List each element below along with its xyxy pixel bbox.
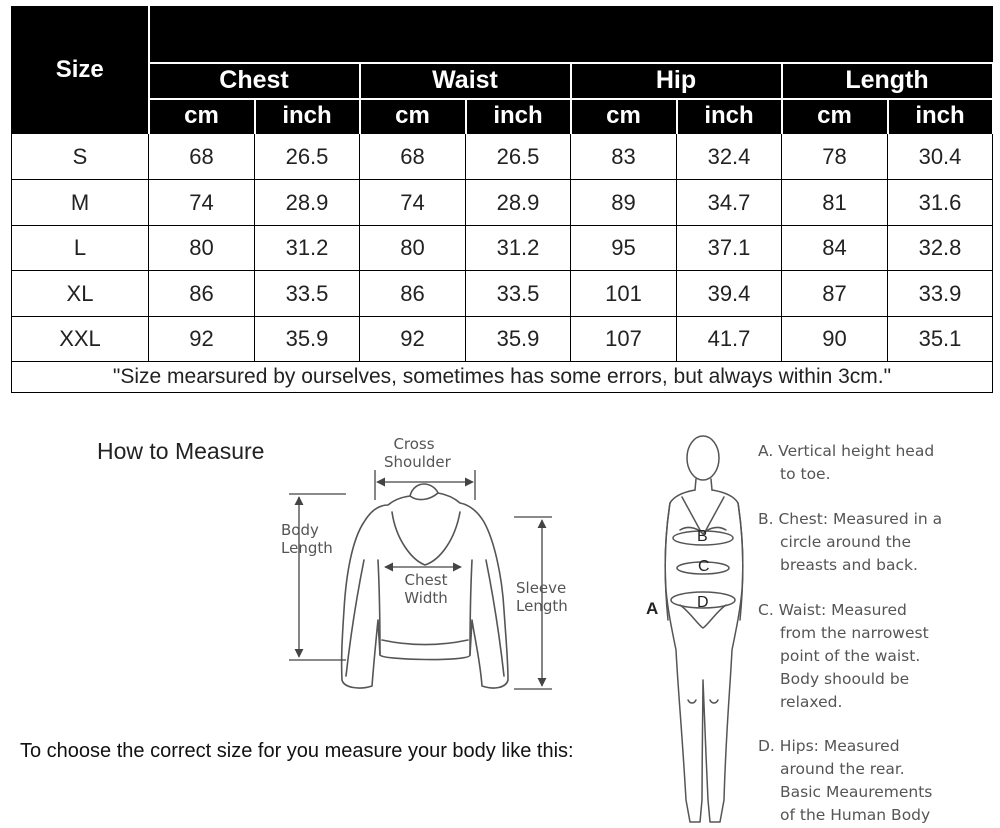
value-cell: 33.5 [466,271,571,317]
label-line: Chest [404,571,448,589]
value-cell: 95 [571,226,677,271]
legend-line: to toe. [780,465,831,483]
legend-a [758,440,994,486]
chest-header: Chest [149,63,360,99]
legend-line: around the rear. [780,760,905,778]
legend-d [758,735,994,827]
value-cell: 107 [571,317,677,362]
size-cell: XL [12,271,149,317]
value-cell: 101 [571,271,677,317]
hip-cm-header: cm [571,99,677,134]
value-cell: 41.7 [677,317,782,362]
value-cell: 39.4 [677,271,782,317]
head [687,436,719,480]
value-cell: 26.5 [255,134,360,180]
legend-line: breasts and back. [780,556,918,574]
value-cell: 86 [360,271,466,317]
how-to-measure-title: How to Measure [97,438,265,464]
value-cell: 68 [149,134,255,180]
label-line: Length [516,597,568,615]
legend-line: Basic Meaurements [780,783,933,801]
size-cell: M [12,180,149,226]
legend-line: point of the waist. [780,647,921,665]
value-cell: 86 [149,271,255,317]
legend-line: A. Vertical height head [758,442,935,460]
value-cell: 32.8 [888,226,993,271]
value-cell: 32.4 [677,134,782,180]
value-cell: 92 [360,317,466,362]
waist-cm-header: cm [360,99,466,134]
label-line: Sleeve [516,579,567,597]
value-cell: 26.5 [466,134,571,180]
marker-d: D [697,594,709,611]
value-cell: 92 [149,317,255,362]
value-cell: 31.2 [466,226,571,271]
hip-header: Hip [571,63,782,99]
legend-c [758,599,994,714]
value-cell: 28.9 [255,180,360,226]
value-cell: 74 [360,180,466,226]
legend-line: B. Chest: Measured in a [758,510,943,528]
marker-b: B [697,528,708,545]
legend-line: D. Hips: Measured [758,737,900,755]
marker-a: A [646,599,659,618]
size-note: "Size mearsured by ourselves, sometimes has some errors, but always within 3cm." [12,362,993,393]
value-cell: 30.4 [888,134,993,180]
value-cell: 35.9 [255,317,360,362]
value-cell: 34.7 [677,180,782,226]
value-cell: 35.1 [888,317,993,362]
value-cell: 33.5 [255,271,360,317]
value-cell: 80 [149,226,255,271]
choose-size-instruction: To choose the correct size for you measure your body like this: [20,740,574,762]
size-cell: XXL [12,317,149,362]
legend-line: circle around the [780,533,912,551]
waist-inch-header: inch [466,99,571,134]
length-header: Length [782,63,993,99]
value-cell: 33.9 [888,271,993,317]
value-cell: 37.1 [677,226,782,271]
label-line: Cross [393,435,435,453]
value-cell: 84 [782,226,888,271]
legend-line: Body shoould be [780,670,910,688]
length-inch-header: inch [888,99,993,134]
value-cell: 78 [782,134,888,180]
label-line: Body [281,521,319,539]
legend-b [758,508,994,577]
value-cell: 68 [360,134,466,180]
waist-header: Waist [360,63,571,99]
value-cell: 90 [782,317,888,362]
label-line: Shoulder [384,453,451,471]
value-cell: 89 [571,180,677,226]
value-cell: 87 [782,271,888,317]
chest-inch-header: inch [255,99,360,134]
value-cell: 83 [571,134,677,180]
value-cell: 28.9 [466,180,571,226]
hip-inch-header: inch [677,99,782,134]
value-cell: 31.2 [255,226,360,271]
value-cell: 81 [782,180,888,226]
marker-c: C [698,558,710,575]
size-header: Size [12,7,149,134]
label-line: Length [281,539,333,557]
value-cell: 35.9 [466,317,571,362]
chest-cm-header: cm [149,99,255,134]
legend-line: from the narrowest [780,624,929,642]
size-cell: L [12,226,149,271]
legend-line: of the Human Body [780,806,931,824]
legend-line: relaxed. [780,693,843,711]
legend-line: C. Waist: Measured [758,601,907,619]
size-cell: S [12,134,149,180]
label-line: Width [404,589,448,607]
value-cell: 80 [360,226,466,271]
length-cm-header: cm [782,99,888,134]
value-cell: 31.6 [888,180,993,226]
value-cell: 74 [149,180,255,226]
